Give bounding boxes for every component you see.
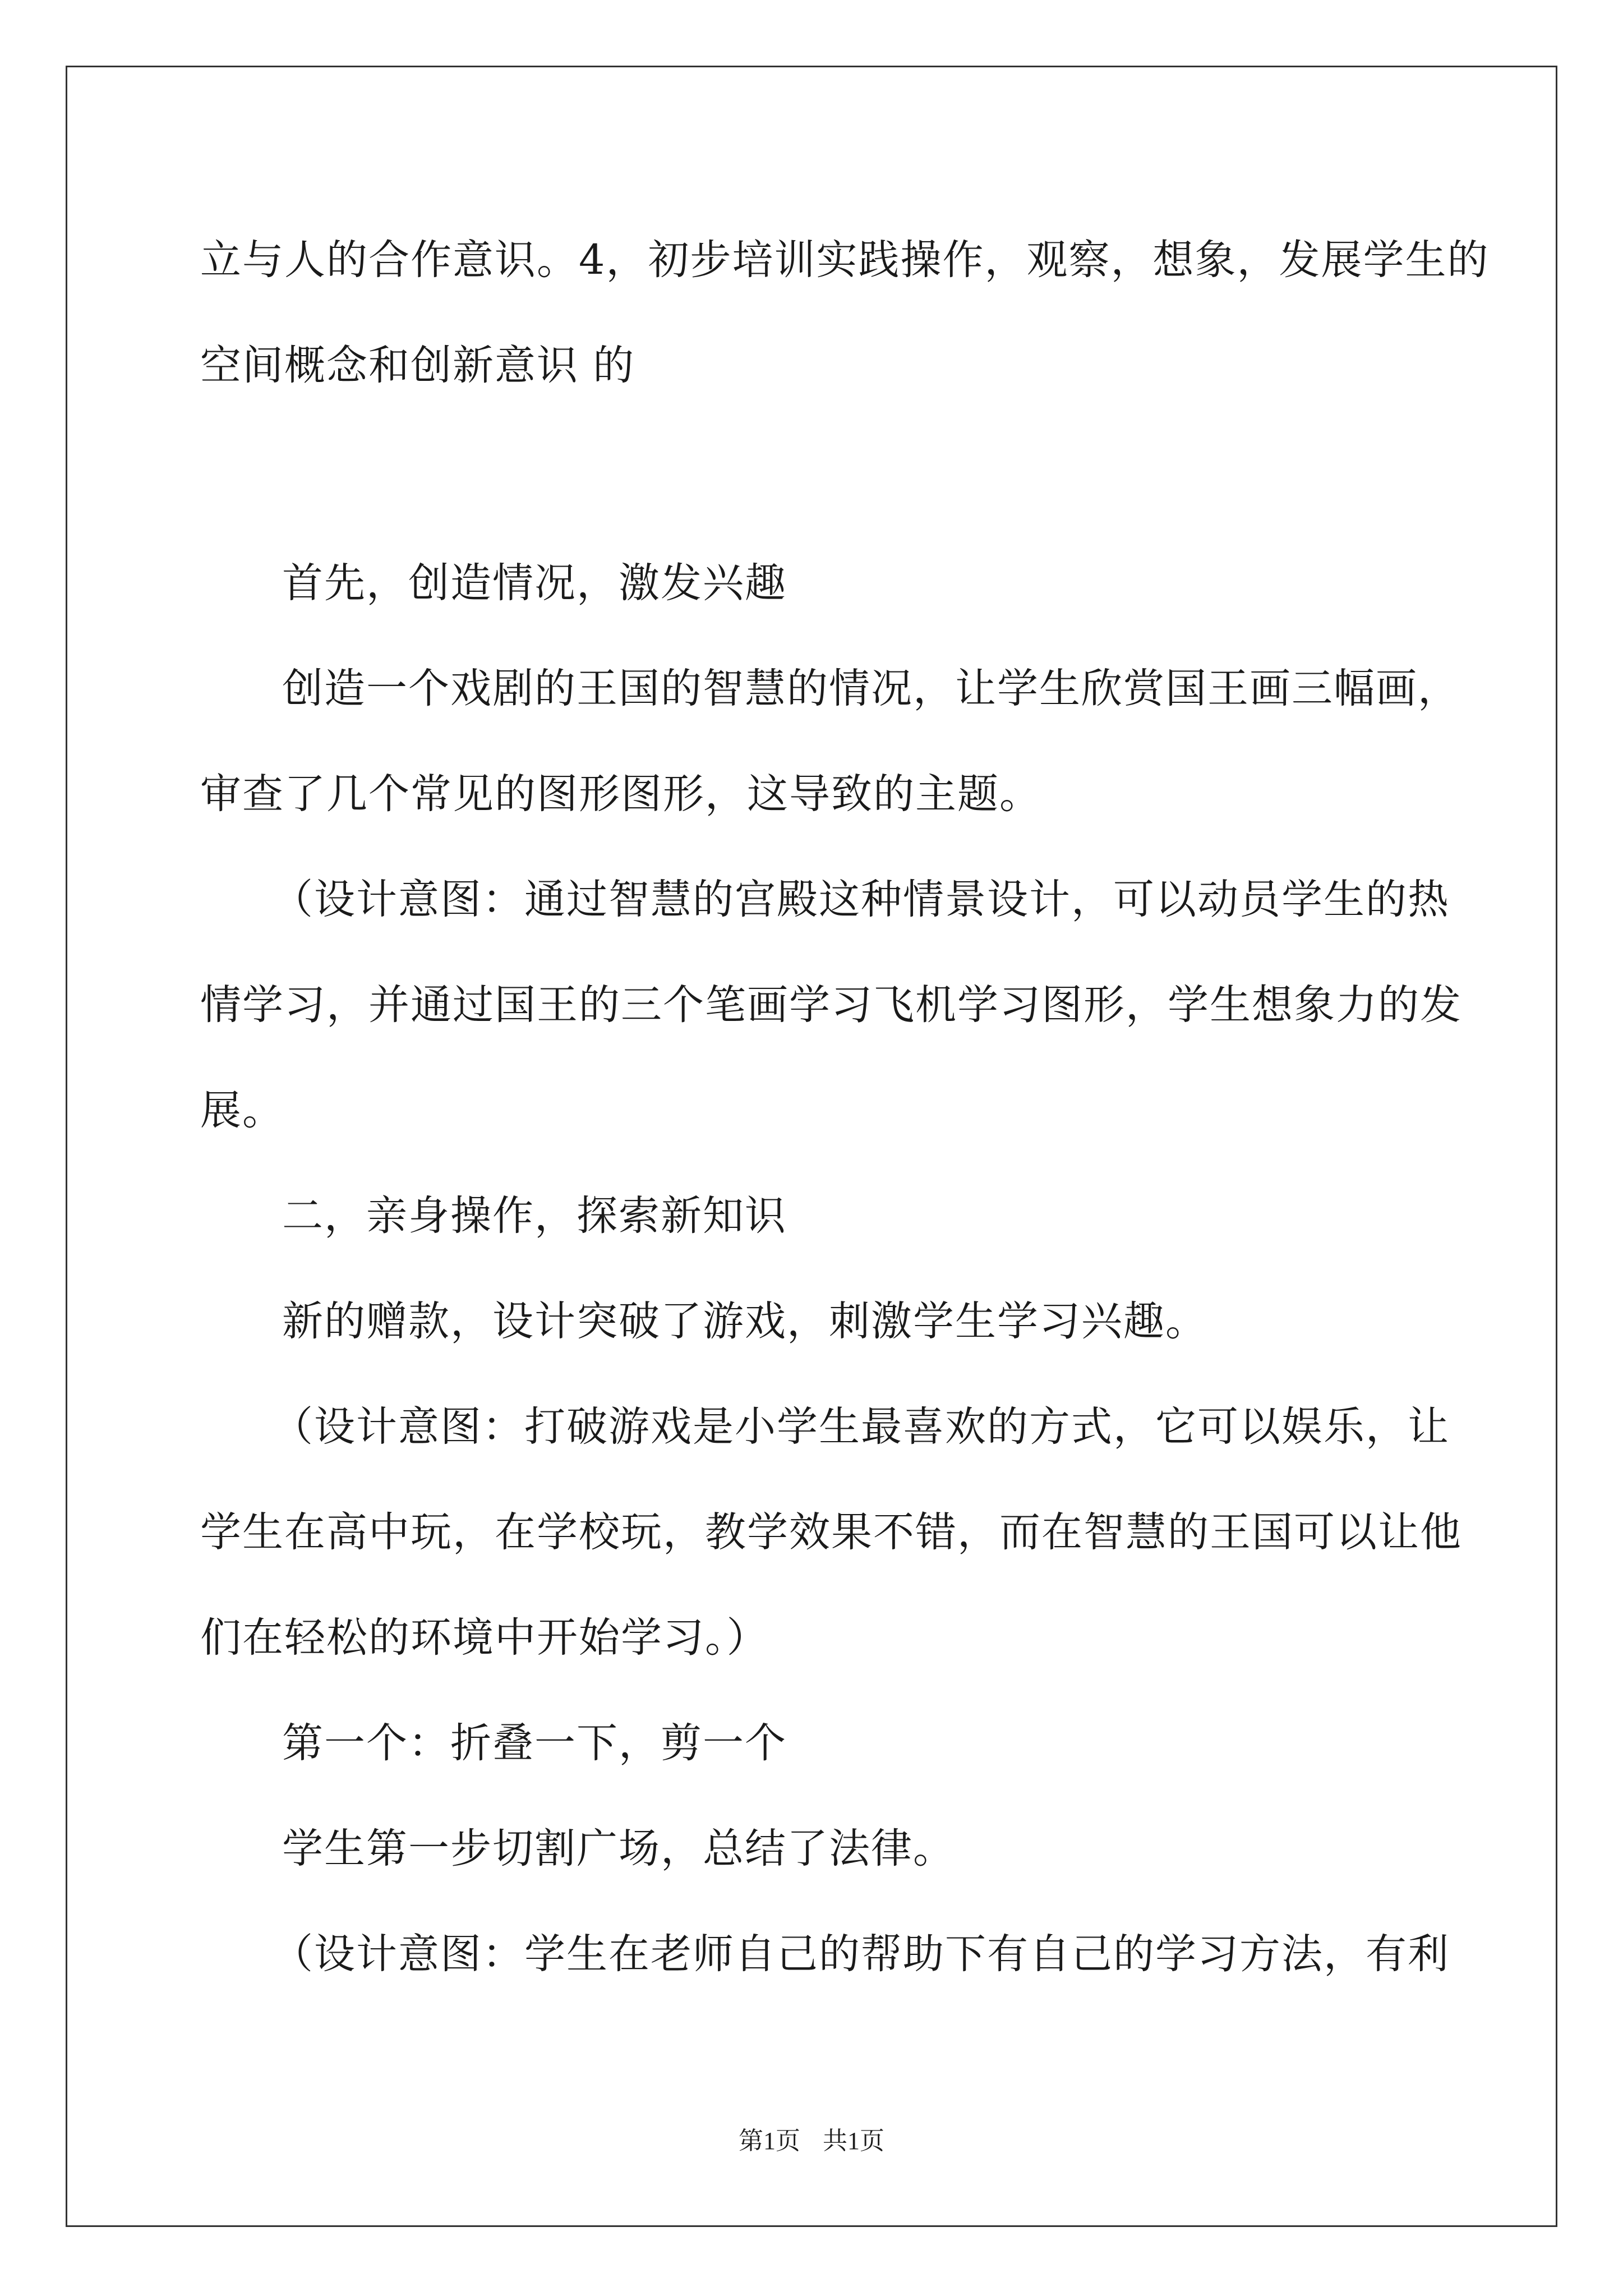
text-line: 学生在高中玩，在学校玩，教学效果不错，而在智慧的王国可以让他	[200, 1508, 1462, 1556]
text-line: 情学习，并通过国王的三个笔画学习飞机学习图形，学生想象力的发	[200, 981, 1462, 1029]
page-footer	[0, 2124, 1623, 2158]
text-line: （设计意图：学生在老师自己的帮助下有自己的学习方法，有利	[272, 1930, 1450, 1978]
text-line: 们在轻松的环境中开始学习。）	[200, 1614, 769, 1662]
text-line: 创造一个戏剧的王国的智慧的情况，让学生欣赏国王画三幅画，	[282, 665, 1460, 712]
document-body	[200, 208, 1490, 2007]
text-line: 立与人的合作意识。4，初步培训实践操作，观察，想象，发展学生的	[200, 236, 1490, 284]
text-line: （设计意图：通过智慧的宫殿这种情景设计，可以动员学生的热	[272, 876, 1450, 923]
section-heading-2: 二，亲身操作，探索新知识	[282, 1192, 787, 1240]
text-line: 新的赠款，设计突破了游戏，刺激学生学习兴趣。	[282, 1297, 1207, 1345]
page-number: 第1页	[739, 2127, 800, 2155]
page-total: 共1页	[823, 2127, 884, 2155]
text-line: （设计意图：打破游戏是小学生最喜欢的方式，它可以娱乐，让	[272, 1403, 1450, 1451]
section-heading-3: 第一个：折叠一下，剪一个	[282, 1719, 787, 1767]
text-line: 空间概念和创新意识 的	[200, 342, 635, 389]
text-line: 学生第一步切割广场，总结了法律。	[282, 1825, 955, 1872]
text-line: 审查了几个常见的图形图形，这导致的主题。	[200, 770, 1041, 818]
section-heading-1: 首先，创造情况，激发兴趣	[282, 559, 787, 607]
paragraph-gap	[200, 418, 1434, 531]
text-line: 展。	[200, 1087, 284, 1134]
